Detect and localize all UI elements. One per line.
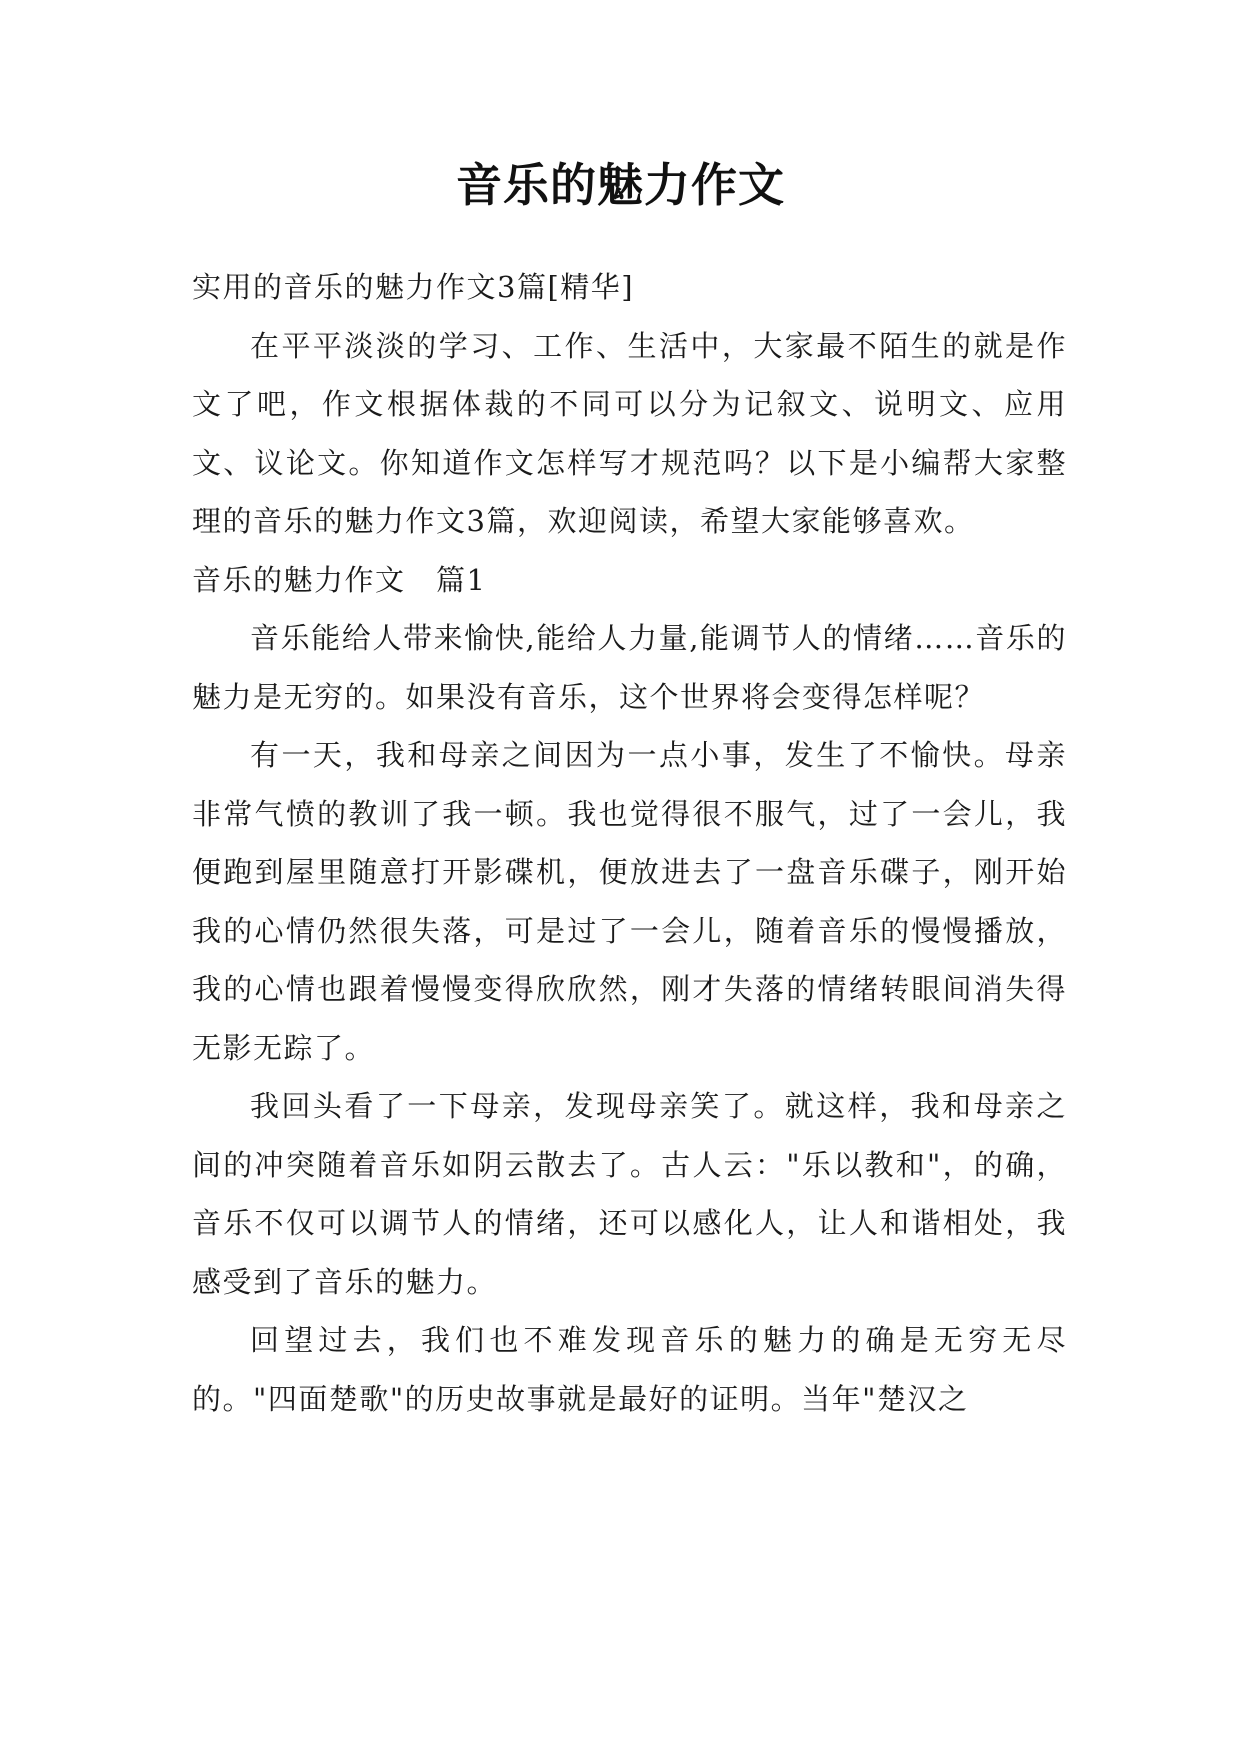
intro-paragraph: 在平平淡淡的学习、工作、生活中，大家最不陌生的就是作文了吧，作文根据体裁的不同可以分为记叙文、说明文、应用文、议论文。你知道作文怎样写才规范吗？以下是小编帮大家整理的音乐的魅力作文3篇，欢迎阅读，希望大家能够喜欢。 xyxy=(192,328,1067,538)
section-heading: 音乐的魅力作文 篇1 xyxy=(192,562,487,597)
body-paragraph: 音乐能给人带来愉快,能给人力量,能调节人的情绪……音乐的魅力是无穷的。如果没有音乐，这个世界将会变得怎样呢？ xyxy=(192,621,1067,714)
body-paragraph: 回望过去，我们也不难发现音乐的魅力的确是无穷无尽的。"四面楚歌"的历史故事就是最好的证明。当年"楚汉之 xyxy=(192,1323,1067,1416)
document-title: 音乐的魅力作文 xyxy=(456,158,785,212)
body-paragraph: 有一天，我和母亲之间因为一点小事，发生了不愉快。母亲非常气愤的教训了我一顿。我也觉得很不服气，过了一会儿，我便跑到屋里随意打开影碟机，便放进去了一盘音乐碟子，刚开始我的心情仍然很失落，可是过了一会儿，随着音乐的慢慢播放，我的心情也跟着慢慢变得欣欣然，刚才失落的情绪转眼间消失得无影无踪了。 xyxy=(192,738,1067,1065)
document-body xyxy=(192,258,1067,1428)
body-paragraph: 我回头看了一下母亲，发现母亲笑了。就这样，我和母亲之间的冲突随着音乐如阴云散去了。古人云："乐以教和"，的确，音乐不仅可以调节人的情绪，还可以感化人，让人和谐相处，我感受到了音乐的魅力。 xyxy=(192,1089,1067,1299)
subtitle-line: 实用的音乐的魅力作文3篇[精华] xyxy=(192,270,635,304)
